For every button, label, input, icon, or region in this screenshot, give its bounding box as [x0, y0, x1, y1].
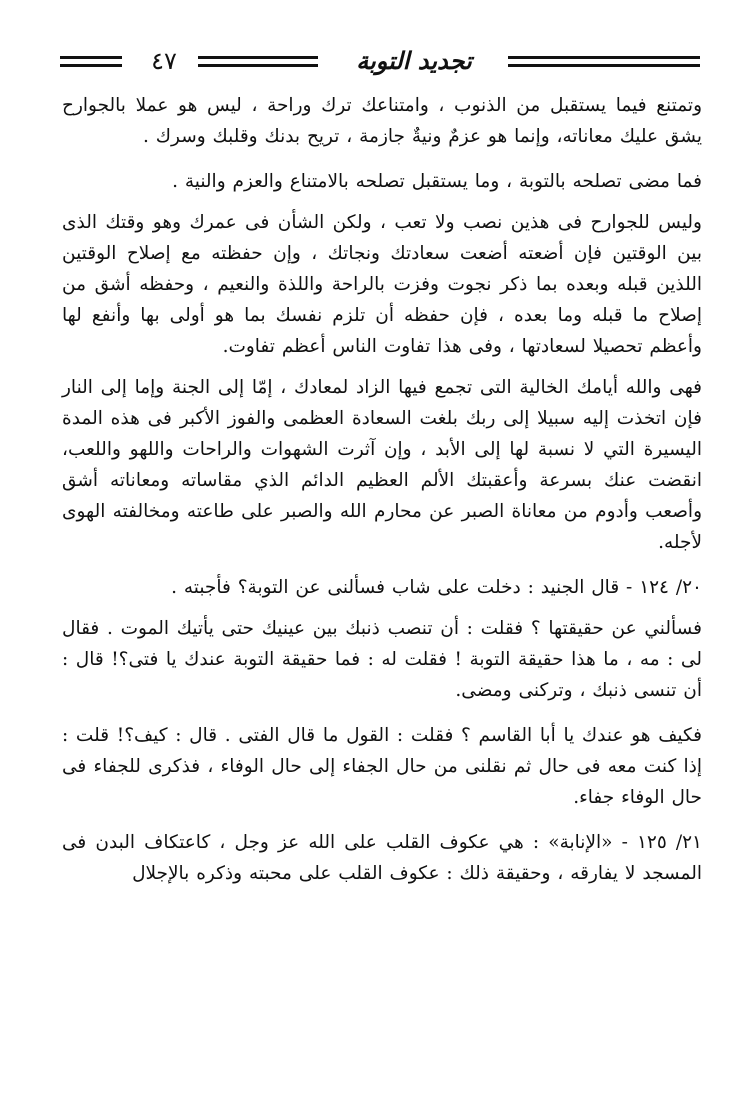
header-rule-middle — [198, 56, 318, 67]
paragraph: وليس للجوارح فى هذين نصب ولا تعب ، ولكن الشأن فى عمرك وهو وقتك الذى بين الوقتين فإن أضعته أضعت سعادتك ونجاتك ، وإن حفظته مع إصلاح الوقتين اللذين قبله وبعده بما ذكر نجوت وفزت بالراحة واللذة والنعيم ، وحفظه أشق من إصلاح ما قبله وما بعده ، فإن حفظه أن تلزم نفسك بما هو أولى بها وأنفع لها وأعظم تحصيلا لسعادتها ، وفى هذا تفاوت الناس أعظم تفاوت. — [62, 212, 702, 357]
paragraph: ٢١/ ١٢٥ - «الإنابة» : هي عكوف القلب على الله عز وجل ، كاعتكاف البدن فى المسجد لا يفارقه ، وحقيقة ذلك : عكوف القلب على محبته وذكره بالإجلال — [62, 832, 702, 884]
body-text — [62, 90, 702, 899]
header-rule-left — [60, 56, 122, 67]
page-number: ٤٧ — [151, 47, 177, 75]
paragraph: فما مضى تصلحه بالتوبة ، وما يستقبل تصلحه بالامتناع والعزم والنية . — [172, 171, 702, 192]
paragraph: وتمتنع فيما يستقبل من الذنوب ، وامتناعك ترك وراحة ، ليس هو عملا بالجوارح يشق عليك معاناته، وإنما هو عزمٌ ونيةٌ جازمة ، تريح بدنك وقلبك وسرك . — [62, 95, 702, 147]
paragraph: فهى والله أيامك الخالية التى تجمع فيها الزاد لمعادك ، إمّا إلى الجنة وإما إلى النار فإن اتخذت إليه سبيلا إلى ربك بلغت السعادة العظمى والفوز الأكبر فى هذه المدة اليسيرة التي لا نسبة لها إلى الأبد ، وإن آثرت الشهوات والراحات واللهو واللعب، انقضت عنك بسرعة وأعقبتك الألم العظيم الدائم الذي مقاساته ومعاناته أشق وأصعب وأدوم من معاناة الصبر عن محارم الله والصبر على طاعته ومخالفته الهوى لأجله. — [62, 377, 702, 553]
running-title: تجديد التوبة — [356, 46, 472, 75]
paragraph: ٢٠/ ١٢٤ - قال الجنيد : دخلت على شاب فسألنى عن التوبة؟ فأجبته . — [171, 577, 702, 598]
page-header — [60, 44, 700, 84]
header-rule-right — [508, 56, 700, 67]
paragraph: فكيف هو عندك يا أبا القاسم ؟ فقلت : القول ما قال الفتى . قال : كيف؟! قلت : إذا كنت معه فى حال ثم نقلنى من حال الجفاء إلى حال الوفاء ، فذكرى للجفاء فى حال الوفاء جفاء. — [62, 725, 702, 808]
paragraph: فسألني عن حقيقتها ؟ فقلت : أن تنصب ذنبك بين عينيك حتى يأتيك الموت . فقال لى : مه ، ما هذا حقيقة التوبة ! فقلت له : فما حقيقة التوبة عندك يا فتى؟! قال : أن تنسى ذنبك ، وتركنى ومضى. — [62, 618, 702, 701]
